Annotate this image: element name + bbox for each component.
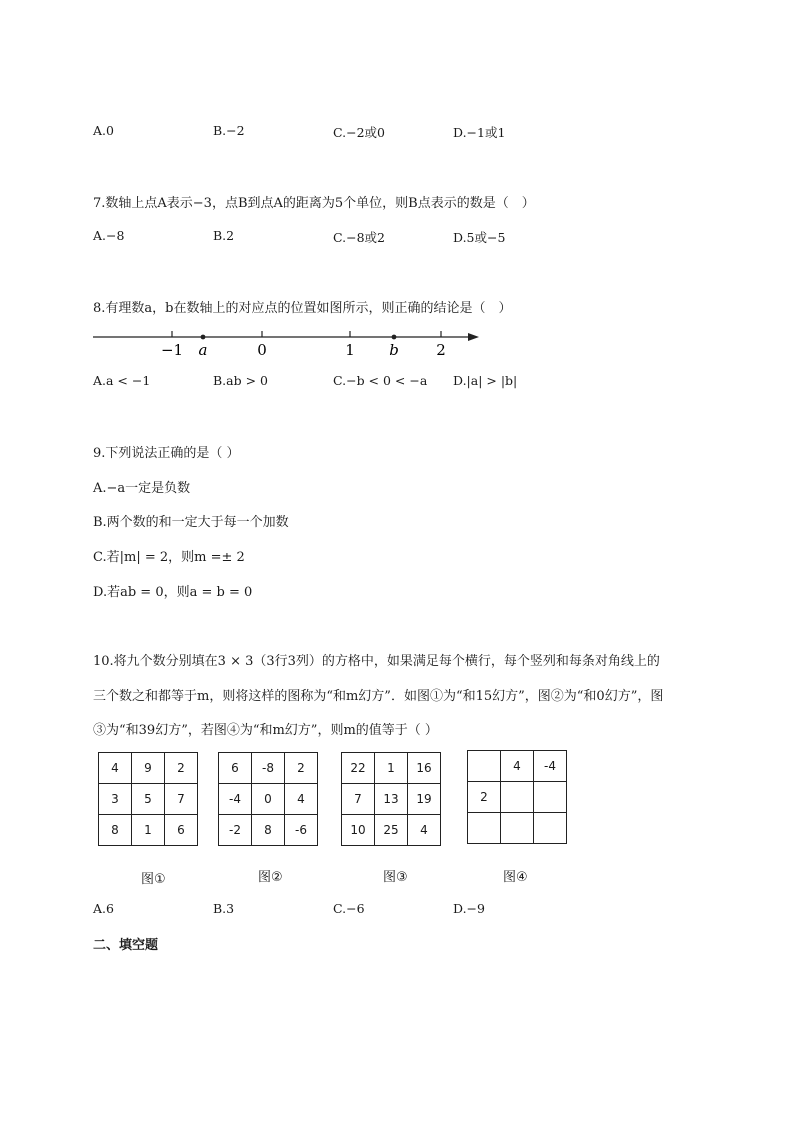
axis-label-0: 0 bbox=[257, 341, 267, 359]
q6-option-b: B.−2 bbox=[213, 123, 245, 138]
cell: 0 bbox=[252, 784, 285, 815]
q10-option-c: C.−6 bbox=[333, 901, 365, 916]
cell: 4 bbox=[408, 815, 441, 846]
cell: 19 bbox=[408, 784, 441, 815]
q7-option-a: A.−8 bbox=[93, 228, 125, 243]
cell: 8 bbox=[99, 815, 132, 846]
cell: 8 bbox=[252, 815, 285, 846]
cell: 13 bbox=[375, 784, 408, 815]
cell bbox=[534, 782, 567, 813]
section-heading-fill-in: 二、填空题 bbox=[93, 938, 159, 953]
axis-label-2: 2 bbox=[436, 341, 446, 359]
caption-fig1: 图① bbox=[141, 872, 166, 887]
cell: 6 bbox=[165, 815, 198, 846]
magic-square-1 bbox=[98, 752, 198, 846]
magic-square-4 bbox=[467, 750, 567, 844]
cell: 4 bbox=[501, 751, 534, 782]
cell: 2 bbox=[285, 753, 318, 784]
q9-option-c: C.若|m| = 2，则m =± 2 bbox=[93, 550, 245, 565]
cell: 6 bbox=[219, 753, 252, 784]
cell: 2 bbox=[165, 753, 198, 784]
q10-option-a: A.6 bbox=[93, 901, 114, 916]
cell: 4 bbox=[99, 753, 132, 784]
q8-stem: 8.有理数a，b在数轴上的对应点的位置如图所示，则正确的结论是（ ） bbox=[93, 301, 512, 316]
cell: 16 bbox=[408, 753, 441, 784]
q9-option-b: B.两个数的和一定大于每一个加数 bbox=[93, 515, 289, 530]
caption-fig2: 图② bbox=[258, 870, 283, 885]
q10-stem-line2: 三个数之和都等于m，则将这样的图称为“和m幻方”．如图①为“和15幻方”，图②为“和0幻方”，图 bbox=[93, 689, 664, 704]
cell bbox=[534, 813, 567, 844]
cell: 25 bbox=[375, 815, 408, 846]
cell bbox=[468, 751, 501, 782]
axis-label-1: 1 bbox=[345, 341, 355, 359]
caption-fig3: 图③ bbox=[383, 870, 408, 885]
magic-square-2 bbox=[218, 752, 318, 846]
axis-label-a: a bbox=[198, 341, 208, 359]
q9-option-d: D.若ab = 0，则a = b = 0 bbox=[93, 585, 253, 600]
axis-label-neg1: −1 bbox=[160, 341, 184, 359]
q8-option-d: D.|a| > |b| bbox=[453, 373, 518, 388]
cell: -2 bbox=[219, 815, 252, 846]
q10-option-b: B.3 bbox=[213, 901, 235, 916]
q7-option-c: C.−8或2 bbox=[333, 230, 385, 245]
q9-stem: 9.下列说法正确的是（ ） bbox=[93, 446, 240, 461]
q8-option-a: A.a < −1 bbox=[93, 373, 151, 388]
cell: 1 bbox=[375, 753, 408, 784]
q8-option-b: B.ab > 0 bbox=[213, 373, 268, 388]
q10-stem-line3: ③为“和39幻方”，若图④为“和m幻方”，则m的值等于（ ） bbox=[93, 723, 438, 738]
cell: 22 bbox=[342, 753, 375, 784]
q7-option-d: D.5或−5 bbox=[453, 230, 506, 245]
cell: 7 bbox=[342, 784, 375, 815]
cell: 1 bbox=[132, 815, 165, 846]
q7-stem: 7.数轴上点A表示−3，点B到点A的距离为5个单位，则B点表示的数是（ ） bbox=[93, 196, 535, 211]
cell: 3 bbox=[99, 784, 132, 815]
cell bbox=[501, 813, 534, 844]
q10-stem-line1: 10.将九个数分别填在3 × 3（3行3列）的方格中，如果满足每个横行，每个竖列和每条对角线上的 bbox=[93, 654, 660, 669]
cell: 5 bbox=[132, 784, 165, 815]
cell: 7 bbox=[165, 784, 198, 815]
q8-option-c: C.−b < 0 < −a bbox=[333, 373, 428, 388]
q6-option-d: D.−1或1 bbox=[453, 125, 506, 140]
cell: 9 bbox=[132, 753, 165, 784]
q10-option-d: D.−9 bbox=[453, 901, 485, 916]
cell: -4 bbox=[219, 784, 252, 815]
cell: 2 bbox=[468, 782, 501, 813]
magic-square-3 bbox=[341, 752, 441, 846]
q9-option-a: A.−a一定是负数 bbox=[93, 481, 191, 496]
cell: -6 bbox=[285, 815, 318, 846]
q6-option-c: C.−2或0 bbox=[333, 125, 385, 140]
cell: 10 bbox=[342, 815, 375, 846]
q6-option-a: A.0 bbox=[93, 123, 114, 138]
q8-number-line bbox=[88, 325, 488, 365]
cell: 4 bbox=[285, 784, 318, 815]
axis-label-b: b bbox=[389, 341, 399, 359]
cell: -4 bbox=[534, 751, 567, 782]
q7-option-b: B.2 bbox=[213, 228, 235, 243]
cell bbox=[501, 782, 534, 813]
caption-fig4: 图④ bbox=[503, 870, 528, 885]
cell: -8 bbox=[252, 753, 285, 784]
cell bbox=[468, 813, 501, 844]
